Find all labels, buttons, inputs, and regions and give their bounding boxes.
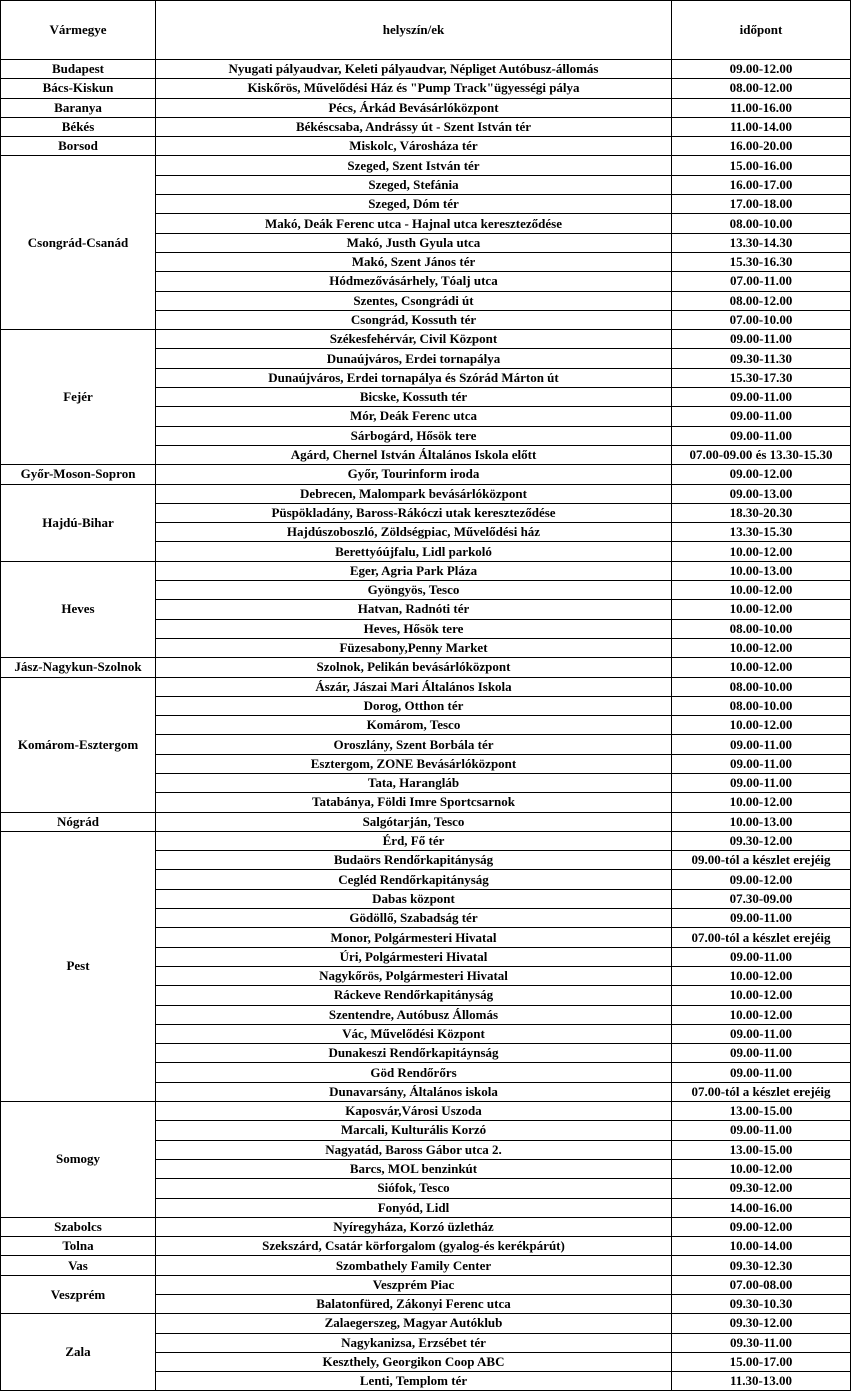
time-cell: 08.00-12.00 xyxy=(672,291,851,310)
location-cell: Dorog, Otthon tér xyxy=(156,696,672,715)
location-cell: Füzesabony,Penny Market xyxy=(156,638,672,657)
time-cell: 16.00-17.00 xyxy=(672,175,851,194)
table-row xyxy=(1,1314,851,1333)
location-column-header: helyszín/ek xyxy=(156,1,672,60)
county-cell: Borsod xyxy=(1,137,156,156)
time-cell: 07.00-tól a készlet erejéig xyxy=(672,928,851,947)
time-cell: 10.00-12.00 xyxy=(672,600,851,619)
table-row xyxy=(1,98,851,117)
location-cell: Szeged, Dóm tér xyxy=(156,195,672,214)
time-cell: 13.30-14.30 xyxy=(672,233,851,252)
location-cell: Nyíregyháza, Korzó üzletház xyxy=(156,1217,672,1236)
time-cell: 08.00-12.00 xyxy=(672,79,851,98)
location-cell: Budaörs Rendőrkapitányság xyxy=(156,851,672,870)
table-row xyxy=(1,117,851,136)
location-cell: Szolnok, Pelikán bevásárlóközpont xyxy=(156,658,672,677)
location-cell: Kiskőrös, Művelődési Ház és "Pump Track"ügyességi pálya xyxy=(156,79,672,98)
time-cell: 07.00-11.00 xyxy=(672,272,851,291)
time-cell: 09.00-11.00 xyxy=(672,947,851,966)
location-cell: Siófok, Tesco xyxy=(156,1179,672,1198)
location-cell: Csongrád, Kossuth tér xyxy=(156,310,672,329)
location-cell: Marcali, Kulturális Korzó xyxy=(156,1121,672,1140)
location-cell: Püspökladány, Baross-Rákóczi utak kereszteződése xyxy=(156,503,672,522)
county-cell: Fejér xyxy=(1,330,156,465)
table-row xyxy=(1,465,851,484)
time-cell: 09.00-13.00 xyxy=(672,484,851,503)
table-row xyxy=(1,156,851,175)
table-row xyxy=(1,330,851,349)
time-cell: 10.00-12.00 xyxy=(672,542,851,561)
time-cell: 09.00-11.00 xyxy=(672,330,851,349)
table-row xyxy=(1,79,851,98)
time-column-header: időpont xyxy=(672,1,851,60)
time-cell: 09.30-11.30 xyxy=(672,349,851,368)
table-row xyxy=(1,831,851,850)
time-cell: 08.00-10.00 xyxy=(672,677,851,696)
time-cell: 10.00-12.00 xyxy=(672,581,851,600)
location-cell: Békéscsaba, Andrássy út - Szent István tér xyxy=(156,117,672,136)
location-cell: Hajdúszoboszló, Zöldségpiac, Művelődési ház xyxy=(156,523,672,542)
table-row xyxy=(1,1102,851,1121)
location-cell: Szeged, Szent István tér xyxy=(156,156,672,175)
location-cell: Szeged, Stefánia xyxy=(156,175,672,194)
location-cell: Esztergom, ZONE Bevásárlóközpont xyxy=(156,754,672,773)
county-cell: Jász-Nagykun-Szolnok xyxy=(1,658,156,677)
time-cell: 15.00-17.00 xyxy=(672,1352,851,1371)
location-cell: Dunakeszi Rendőrkapitáynság xyxy=(156,1044,672,1063)
location-cell: Mór, Deák Ferenc utca xyxy=(156,407,672,426)
time-cell: 08.00-10.00 xyxy=(672,696,851,715)
location-cell: Kaposvár,Városi Uszoda xyxy=(156,1102,672,1121)
time-cell: 13.00-15.00 xyxy=(672,1140,851,1159)
location-cell: Cegléd Rendőrkapitányság xyxy=(156,870,672,889)
table-row xyxy=(1,561,851,580)
location-cell: Pécs, Árkád Bevásárlóközpont xyxy=(156,98,672,117)
time-cell: 11.00-14.00 xyxy=(672,117,851,136)
location-cell: Hódmezővásárhely, Tóalj utca xyxy=(156,272,672,291)
time-cell: 09.00-11.00 xyxy=(672,426,851,445)
table-row xyxy=(1,484,851,503)
time-cell: 10.00-14.00 xyxy=(672,1237,851,1256)
time-cell: 07.30-09.00 xyxy=(672,889,851,908)
location-cell: Szentes, Csongrádi út xyxy=(156,291,672,310)
location-cell: Salgótarján, Tesco xyxy=(156,812,672,831)
county-cell: Győr-Moson-Sopron xyxy=(1,465,156,484)
time-cell: 07.00-08.00 xyxy=(672,1275,851,1294)
location-cell: Zalaegerszeg, Magyar Autóklub xyxy=(156,1314,672,1333)
time-cell: 10.00-12.00 xyxy=(672,793,851,812)
location-cell: Miskolc, Városháza tér xyxy=(156,137,672,156)
county-cell: Veszprém xyxy=(1,1275,156,1314)
location-cell: Dunaújváros, Erdei tornapálya xyxy=(156,349,672,368)
time-cell: 13.00-15.00 xyxy=(672,1102,851,1121)
county-cell: Budapest xyxy=(1,60,156,79)
time-cell: 09.00-11.00 xyxy=(672,1063,851,1082)
location-cell: Nagykőrös, Polgármesteri Hivatal xyxy=(156,966,672,985)
time-cell: 18.30-20.30 xyxy=(672,503,851,522)
time-cell: 09.00-12.00 xyxy=(672,465,851,484)
table-row xyxy=(1,1237,851,1256)
time-cell: 10.00-12.00 xyxy=(672,638,851,657)
county-cell: Zala xyxy=(1,1314,156,1391)
location-cell: Hatvan, Radnóti tér xyxy=(156,600,672,619)
location-cell: Nyugati pályaudvar, Keleti pályaudvar, Népliget Autóbusz-állomás xyxy=(156,60,672,79)
county-cell: Heves xyxy=(1,561,156,657)
location-cell: Dunavarsány, Általános iskola xyxy=(156,1082,672,1101)
time-cell: 10.00-12.00 xyxy=(672,658,851,677)
location-cell: Érd, Fő tér xyxy=(156,831,672,850)
time-cell: 17.00-18.00 xyxy=(672,195,851,214)
time-cell: 09.00-12.00 xyxy=(672,60,851,79)
location-cell: Barcs, MOL benzinkút xyxy=(156,1159,672,1178)
location-cell: Bicske, Kossuth tér xyxy=(156,388,672,407)
location-cell: Szombathely Family Center xyxy=(156,1256,672,1275)
time-cell: 08.00-10.00 xyxy=(672,619,851,638)
location-cell: Úri, Polgármesteri Hivatal xyxy=(156,947,672,966)
time-cell: 09.30-12.00 xyxy=(672,831,851,850)
location-cell: Makó, Justh Gyula utca xyxy=(156,233,672,252)
location-cell: Győr, Tourinform iroda xyxy=(156,465,672,484)
location-cell: Ráckeve Rendőrkapitányság xyxy=(156,986,672,1005)
time-cell: 09.00-11.00 xyxy=(672,909,851,928)
time-cell: 10.00-13.00 xyxy=(672,561,851,580)
time-cell: 10.00-12.00 xyxy=(672,966,851,985)
time-cell: 10.00-12.00 xyxy=(672,986,851,1005)
location-cell: Fonyód, Lidl xyxy=(156,1198,672,1217)
time-cell: 07.00-09.00 és 13.30-15.30 xyxy=(672,445,851,464)
location-cell: Balatonfüred, Zákonyi Ferenc utca xyxy=(156,1295,672,1314)
time-cell: 15.30-16.30 xyxy=(672,252,851,271)
time-cell: 10.00-13.00 xyxy=(672,812,851,831)
location-cell: Lenti, Templom tér xyxy=(156,1372,672,1391)
location-cell: Debrecen, Malompark bevásárlóközpont xyxy=(156,484,672,503)
county-cell: Vas xyxy=(1,1256,156,1275)
time-cell: 09.30-12.30 xyxy=(672,1256,851,1275)
time-cell: 09.00-11.00 xyxy=(672,1121,851,1140)
location-cell: Makó, Deák Ferenc utca - Hajnal utca kereszteződése xyxy=(156,214,672,233)
location-cell: Szentendre, Autóbusz Állomás xyxy=(156,1005,672,1024)
time-cell: 09.30-11.00 xyxy=(672,1333,851,1352)
time-cell: 07.00-10.00 xyxy=(672,310,851,329)
county-cell: Szabolcs xyxy=(1,1217,156,1236)
table-row xyxy=(1,1217,851,1236)
table-body xyxy=(1,60,851,1391)
location-cell: Makó, Szent János tér xyxy=(156,252,672,271)
table-row xyxy=(1,677,851,696)
time-cell: 09.00-11.00 xyxy=(672,1024,851,1043)
location-cell: Gödöllő, Szabadság tér xyxy=(156,909,672,928)
table-row xyxy=(1,1256,851,1275)
location-cell: Nagykanizsa, Erzsébet tér xyxy=(156,1333,672,1352)
location-cell: Keszthely, Georgikon Coop ABC xyxy=(156,1352,672,1371)
location-cell: Agárd, Chernel István Általános Iskola előtt xyxy=(156,445,672,464)
location-cell: Veszprém Piac xyxy=(156,1275,672,1294)
time-cell: 11.00-16.00 xyxy=(672,98,851,117)
location-cell: Monor, Polgármesteri Hivatal xyxy=(156,928,672,947)
time-cell: 16.00-20.00 xyxy=(672,137,851,156)
table-row xyxy=(1,812,851,831)
location-cell: Heves, Hősök tere xyxy=(156,619,672,638)
county-column-header: Vármegye xyxy=(1,1,156,60)
table-row xyxy=(1,1275,851,1294)
location-cell: Komárom, Tesco xyxy=(156,716,672,735)
time-cell: 09.30-12.00 xyxy=(672,1179,851,1198)
location-cell: Szekszárd, Csatár körforgalom (gyalog-és kerékpárút) xyxy=(156,1237,672,1256)
time-cell: 11.30-13.00 xyxy=(672,1372,851,1391)
county-cell: Somogy xyxy=(1,1102,156,1218)
location-cell: Eger, Agria Park Pláza xyxy=(156,561,672,580)
location-cell: Göd Rendőrőrs xyxy=(156,1063,672,1082)
time-cell: 09.00-11.00 xyxy=(672,773,851,792)
county-cell: Nógrád xyxy=(1,812,156,831)
location-cell: Sárbogárd, Hősök tere xyxy=(156,426,672,445)
county-cell: Békés xyxy=(1,117,156,136)
county-cell: Komárom-Esztergom xyxy=(1,677,156,812)
location-cell: Ászár, Jászai Mari Általános Iskola xyxy=(156,677,672,696)
location-cell: Gyöngyös, Tesco xyxy=(156,581,672,600)
location-cell: Tata, Harangláb xyxy=(156,773,672,792)
table-row xyxy=(1,658,851,677)
county-cell: Tolna xyxy=(1,1237,156,1256)
county-cell: Pest xyxy=(1,831,156,1101)
time-cell: 09.00-11.00 xyxy=(672,388,851,407)
location-cell: Dunaújváros, Erdei tornapálya és Szórád Márton út xyxy=(156,368,672,387)
county-cell: Csongrád-Csanád xyxy=(1,156,156,330)
header-row xyxy=(1,1,851,60)
county-cell: Bács-Kiskun xyxy=(1,79,156,98)
time-cell: 09.00-11.00 xyxy=(672,1044,851,1063)
time-cell: 14.00-16.00 xyxy=(672,1198,851,1217)
county-cell: Hajdú-Bihar xyxy=(1,484,156,561)
time-cell: 15.00-16.00 xyxy=(672,156,851,175)
location-cell: Dabas központ xyxy=(156,889,672,908)
time-cell: 09.30-10.30 xyxy=(672,1295,851,1314)
location-cell: Oroszlány, Szent Borbála tér xyxy=(156,735,672,754)
time-cell: 10.00-12.00 xyxy=(672,716,851,735)
location-cell: Nagyatád, Baross Gábor utca 2. xyxy=(156,1140,672,1159)
table-row xyxy=(1,60,851,79)
location-cell: Székesfehérvár, Civil Központ xyxy=(156,330,672,349)
location-cell: Vác, Művelődési Központ xyxy=(156,1024,672,1043)
time-cell: 10.00-12.00 xyxy=(672,1005,851,1024)
time-cell: 09.00-12.00 xyxy=(672,870,851,889)
time-cell: 07.00-tól a készlet erejéig xyxy=(672,1082,851,1101)
time-cell: 15.30-17.30 xyxy=(672,368,851,387)
time-cell: 08.00-10.00 xyxy=(672,214,851,233)
time-cell: 09.00-tól a készlet erejéig xyxy=(672,851,851,870)
time-cell: 10.00-12.00 xyxy=(672,1159,851,1178)
time-cell: 09.00-11.00 xyxy=(672,735,851,754)
location-cell: Berettyóújfalu, Lidl parkoló xyxy=(156,542,672,561)
county-cell: Baranya xyxy=(1,98,156,117)
time-cell: 13.30-15.30 xyxy=(672,523,851,542)
time-cell: 09.00-11.00 xyxy=(672,407,851,426)
time-cell: 09.00-11.00 xyxy=(672,754,851,773)
time-cell: 09.30-12.00 xyxy=(672,1314,851,1333)
location-cell: Tatabánya, Földi Imre Sportcsarnok xyxy=(156,793,672,812)
table-row xyxy=(1,137,851,156)
time-cell: 09.00-12.00 xyxy=(672,1217,851,1236)
